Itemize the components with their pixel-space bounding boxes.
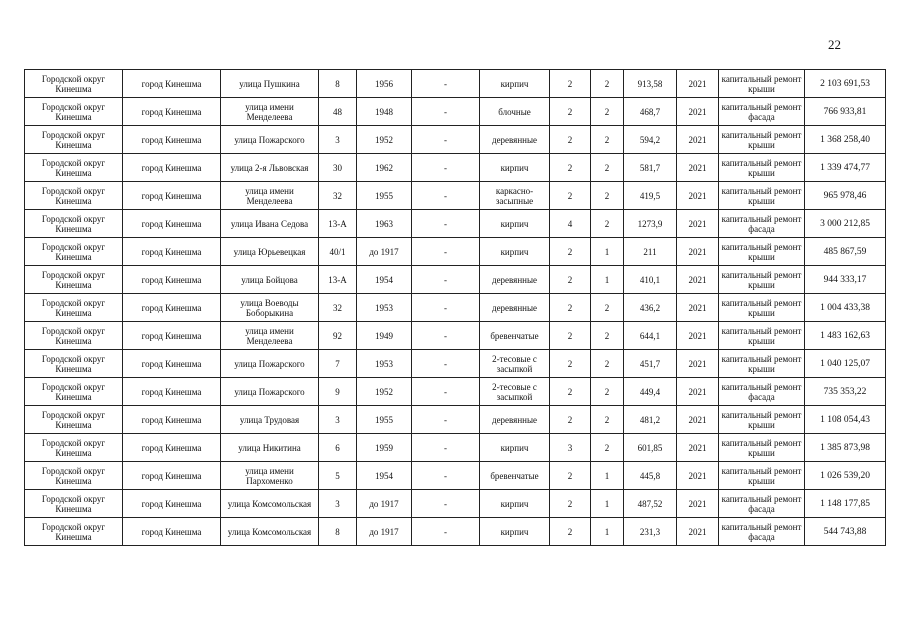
floors-cell: 2 <box>550 406 591 434</box>
extra-year-cell: - <box>412 182 480 210</box>
cost-cell: 1 108 054,43 <box>805 406 886 434</box>
floors-cell: 4 <box>550 210 591 238</box>
build-year-cell: 1952 <box>357 126 412 154</box>
cost-cell: 766 933,81 <box>805 98 886 126</box>
work-type-cell: капитальный ремонт крыши <box>719 322 805 350</box>
work-type-cell: капитальный ремонт крыши <box>719 182 805 210</box>
municipality-cell: Городской округ Кинешма <box>25 490 123 518</box>
repair-year-cell: 2021 <box>677 490 719 518</box>
settlement-cell: город Кинешма <box>123 350 221 378</box>
build-year-cell: 1955 <box>357 182 412 210</box>
cost-cell: 944 333,17 <box>805 266 886 294</box>
work-type-cell: капитальный ремонт фасада <box>719 490 805 518</box>
wall-material-cell: кирпич <box>480 70 550 98</box>
cost-cell: 485 867,59 <box>805 238 886 266</box>
page-number: 22 <box>828 37 841 52</box>
build-year-cell: 1949 <box>357 322 412 350</box>
cost-cell: 1 385 873,98 <box>805 434 886 462</box>
entrances-cell: 1 <box>591 518 624 546</box>
floors-cell: 2 <box>550 350 591 378</box>
area-cell: 644,1 <box>624 322 677 350</box>
area-cell: 436,2 <box>624 294 677 322</box>
area-cell: 410,1 <box>624 266 677 294</box>
work-type-cell: капитальный ремонт фасада <box>719 98 805 126</box>
street-cell: улица Юрьевецкая <box>221 238 319 266</box>
settlement-cell: город Кинешма <box>123 238 221 266</box>
house-number-cell: 5 <box>319 462 357 490</box>
cost-cell: 1 040 125,07 <box>805 350 886 378</box>
build-year-cell: 1959 <box>357 434 412 462</box>
cost-cell: 735 353,22 <box>805 378 886 406</box>
extra-year-cell: - <box>412 462 480 490</box>
build-year-cell: до 1917 <box>357 518 412 546</box>
cost-cell: 965 978,46 <box>805 182 886 210</box>
wall-material-cell: деревянные <box>480 266 550 294</box>
repair-year-cell: 2021 <box>677 406 719 434</box>
build-year-cell: до 1917 <box>357 490 412 518</box>
build-year-cell: 1963 <box>357 210 412 238</box>
floors-cell: 2 <box>550 266 591 294</box>
entrances-cell: 2 <box>591 182 624 210</box>
house-number-cell: 9 <box>319 378 357 406</box>
table-row <box>25 98 886 126</box>
table-row <box>25 70 886 98</box>
settlement-cell: город Кинешма <box>123 210 221 238</box>
work-type-cell: капитальный ремонт крыши <box>719 266 805 294</box>
extra-year-cell: - <box>412 322 480 350</box>
house-number-cell: 7 <box>319 350 357 378</box>
area-cell: 601,85 <box>624 434 677 462</box>
settlement-cell: город Кинешма <box>123 98 221 126</box>
entrances-cell: 1 <box>591 266 624 294</box>
cost-cell: 1 026 539,20 <box>805 462 886 490</box>
street-cell: улица имени Пархоменко <box>221 462 319 490</box>
entrances-cell: 2 <box>591 434 624 462</box>
table-row <box>25 434 886 462</box>
settlement-cell: город Кинешма <box>123 266 221 294</box>
wall-material-cell: бревенчатые <box>480 462 550 490</box>
build-year-cell: 1956 <box>357 70 412 98</box>
municipality-cell: Городской округ Кинешма <box>25 98 123 126</box>
extra-year-cell: - <box>412 154 480 182</box>
street-cell: улица Ивана Седова <box>221 210 319 238</box>
entrances-cell: 2 <box>591 126 624 154</box>
extra-year-cell: - <box>412 406 480 434</box>
area-cell: 594,2 <box>624 126 677 154</box>
cost-cell: 1 368 258,40 <box>805 126 886 154</box>
repair-year-cell: 2021 <box>677 322 719 350</box>
settlement-cell: город Кинешма <box>123 182 221 210</box>
build-year-cell: до 1917 <box>357 238 412 266</box>
floors-cell: 2 <box>550 182 591 210</box>
table-row <box>25 238 886 266</box>
municipality-cell: Городской округ Кинешма <box>25 350 123 378</box>
cost-cell: 1 483 162,63 <box>805 322 886 350</box>
cost-cell: 1 339 474,77 <box>805 154 886 182</box>
municipality-cell: Городской округ Кинешма <box>25 462 123 490</box>
entrances-cell: 2 <box>591 350 624 378</box>
municipality-cell: Городской округ Кинешма <box>25 210 123 238</box>
work-type-cell: капитальный ремонт крыши <box>719 294 805 322</box>
build-year-cell: 1962 <box>357 154 412 182</box>
wall-material-cell: каркасно-засыпные <box>480 182 550 210</box>
house-number-cell: 3 <box>319 126 357 154</box>
floors-cell: 2 <box>550 70 591 98</box>
wall-material-cell: кирпич <box>480 210 550 238</box>
cost-cell: 544 743,88 <box>805 518 886 546</box>
street-cell: улица 2-я Львовская <box>221 154 319 182</box>
work-type-cell: капитальный ремонт крыши <box>719 350 805 378</box>
street-cell: улица Комсомольская <box>221 518 319 546</box>
street-cell: улица Никитина <box>221 434 319 462</box>
build-year-cell: 1952 <box>357 378 412 406</box>
extra-year-cell: - <box>412 518 480 546</box>
wall-material-cell: 2-тесовые с засыпкой <box>480 378 550 406</box>
municipality-cell: Городской округ Кинешма <box>25 322 123 350</box>
floors-cell: 2 <box>550 518 591 546</box>
table-row <box>25 378 886 406</box>
work-type-cell: капитальный ремонт фасада <box>719 210 805 238</box>
repair-year-cell: 2021 <box>677 70 719 98</box>
house-number-cell: 92 <box>319 322 357 350</box>
extra-year-cell: - <box>412 238 480 266</box>
entrances-cell: 1 <box>591 462 624 490</box>
settlement-cell: город Кинешма <box>123 126 221 154</box>
build-year-cell: 1948 <box>357 98 412 126</box>
street-cell: улица Бойцова <box>221 266 319 294</box>
house-number-cell: 32 <box>319 182 357 210</box>
repair-year-cell: 2021 <box>677 434 719 462</box>
area-cell: 913,58 <box>624 70 677 98</box>
house-number-cell: 13-А <box>319 266 357 294</box>
work-type-cell: капитальный ремонт крыши <box>719 406 805 434</box>
floors-cell: 2 <box>550 98 591 126</box>
settlement-cell: город Кинешма <box>123 518 221 546</box>
house-number-cell: 13-А <box>319 210 357 238</box>
street-cell: улица Пожарского <box>221 126 319 154</box>
repair-year-cell: 2021 <box>677 126 719 154</box>
street-cell: улица Пожарского <box>221 350 319 378</box>
table-row <box>25 490 886 518</box>
house-number-cell: 30 <box>319 154 357 182</box>
building-registry-table <box>24 69 886 546</box>
street-cell: улица Трудовая <box>221 406 319 434</box>
build-year-cell: 1953 <box>357 294 412 322</box>
table-row <box>25 182 886 210</box>
house-number-cell: 6 <box>319 434 357 462</box>
municipality-cell: Городской округ Кинешма <box>25 238 123 266</box>
wall-material-cell: кирпич <box>480 434 550 462</box>
extra-year-cell: - <box>412 266 480 294</box>
settlement-cell: город Кинешма <box>123 294 221 322</box>
repair-year-cell: 2021 <box>677 518 719 546</box>
house-number-cell: 40/1 <box>319 238 357 266</box>
cost-cell: 1 148 177,85 <box>805 490 886 518</box>
area-cell: 1273,9 <box>624 210 677 238</box>
repair-year-cell: 2021 <box>677 266 719 294</box>
street-cell: улица Воеводы Боборыкина <box>221 294 319 322</box>
area-cell: 581,7 <box>624 154 677 182</box>
area-cell: 449,4 <box>624 378 677 406</box>
wall-material-cell: бревенчатые <box>480 322 550 350</box>
repair-year-cell: 2021 <box>677 294 719 322</box>
settlement-cell: город Кинешма <box>123 378 221 406</box>
wall-material-cell: 2-тесовые с засыпкой <box>480 350 550 378</box>
build-year-cell: 1954 <box>357 266 412 294</box>
area-cell: 468,7 <box>624 98 677 126</box>
floors-cell: 2 <box>550 238 591 266</box>
build-year-cell: 1953 <box>357 350 412 378</box>
entrances-cell: 2 <box>591 210 624 238</box>
table-row <box>25 518 886 546</box>
municipality-cell: Городской округ Кинешма <box>25 518 123 546</box>
municipality-cell: Городской округ Кинешма <box>25 154 123 182</box>
wall-material-cell: кирпич <box>480 238 550 266</box>
settlement-cell: город Кинешма <box>123 490 221 518</box>
house-number-cell: 3 <box>319 406 357 434</box>
work-type-cell: капитальный ремонт крыши <box>719 462 805 490</box>
work-type-cell: капитальный ремонт фасада <box>719 518 805 546</box>
repair-year-cell: 2021 <box>677 462 719 490</box>
municipality-cell: Городской округ Кинешма <box>25 182 123 210</box>
table-row <box>25 322 886 350</box>
entrances-cell: 1 <box>591 490 624 518</box>
cost-cell: 2 103 691,53 <box>805 70 886 98</box>
street-cell: улица имени Менделеева <box>221 182 319 210</box>
area-cell: 211 <box>624 238 677 266</box>
floors-cell: 2 <box>550 294 591 322</box>
extra-year-cell: - <box>412 490 480 518</box>
entrances-cell: 2 <box>591 70 624 98</box>
extra-year-cell: - <box>412 378 480 406</box>
settlement-cell: город Кинешма <box>123 70 221 98</box>
repair-year-cell: 2021 <box>677 210 719 238</box>
wall-material-cell: блочные <box>480 98 550 126</box>
repair-year-cell: 2021 <box>677 154 719 182</box>
street-cell: улица имени Менделеева <box>221 322 319 350</box>
table-row <box>25 406 886 434</box>
entrances-cell: 2 <box>591 98 624 126</box>
work-type-cell: капитальный ремонт крыши <box>719 70 805 98</box>
municipality-cell: Городской округ Кинешма <box>25 70 123 98</box>
table-row <box>25 126 886 154</box>
area-cell: 445,8 <box>624 462 677 490</box>
floors-cell: 3 <box>550 434 591 462</box>
table-row <box>25 462 886 490</box>
area-cell: 451,7 <box>624 350 677 378</box>
extra-year-cell: - <box>412 294 480 322</box>
settlement-cell: город Кинешма <box>123 154 221 182</box>
municipality-cell: Городской округ Кинешма <box>25 294 123 322</box>
table-row <box>25 266 886 294</box>
extra-year-cell: - <box>412 70 480 98</box>
work-type-cell: капитальный ремонт крыши <box>719 238 805 266</box>
table-row <box>25 210 886 238</box>
street-cell: улица Пушкина <box>221 70 319 98</box>
wall-material-cell: деревянные <box>480 126 550 154</box>
cost-cell: 3 000 212,85 <box>805 210 886 238</box>
floors-cell: 2 <box>550 462 591 490</box>
table-body <box>25 70 886 546</box>
cost-cell: 1 004 433,38 <box>805 294 886 322</box>
work-type-cell: капитальный ремонт фасада <box>719 378 805 406</box>
repair-year-cell: 2021 <box>677 98 719 126</box>
wall-material-cell: деревянные <box>480 294 550 322</box>
house-number-cell: 8 <box>319 70 357 98</box>
settlement-cell: город Кинешма <box>123 322 221 350</box>
street-cell: улица Комсомольская <box>221 490 319 518</box>
build-year-cell: 1955 <box>357 406 412 434</box>
repair-year-cell: 2021 <box>677 238 719 266</box>
work-type-cell: капитальный ремонт крыши <box>719 434 805 462</box>
municipality-cell: Городской округ Кинешма <box>25 266 123 294</box>
area-cell: 481,2 <box>624 406 677 434</box>
entrances-cell: 2 <box>591 406 624 434</box>
repair-year-cell: 2021 <box>677 350 719 378</box>
house-number-cell: 48 <box>319 98 357 126</box>
settlement-cell: город Кинешма <box>123 434 221 462</box>
settlement-cell: город Кинешма <box>123 406 221 434</box>
entrances-cell: 2 <box>591 322 624 350</box>
repair-year-cell: 2021 <box>677 182 719 210</box>
wall-material-cell: кирпич <box>480 518 550 546</box>
area-cell: 419,5 <box>624 182 677 210</box>
extra-year-cell: - <box>412 126 480 154</box>
entrances-cell: 1 <box>591 238 624 266</box>
house-number-cell: 8 <box>319 518 357 546</box>
area-cell: 487,52 <box>624 490 677 518</box>
entrances-cell: 2 <box>591 154 624 182</box>
house-number-cell: 32 <box>319 294 357 322</box>
entrances-cell: 2 <box>591 294 624 322</box>
municipality-cell: Городской округ Кинешма <box>25 406 123 434</box>
floors-cell: 2 <box>550 154 591 182</box>
floors-cell: 2 <box>550 322 591 350</box>
work-type-cell: капитальный ремонт крыши <box>719 126 805 154</box>
table-row <box>25 294 886 322</box>
entrances-cell: 2 <box>591 378 624 406</box>
repair-year-cell: 2021 <box>677 378 719 406</box>
municipality-cell: Городской округ Кинешма <box>25 378 123 406</box>
extra-year-cell: - <box>412 98 480 126</box>
municipality-cell: Городской округ Кинешма <box>25 434 123 462</box>
settlement-cell: город Кинешма <box>123 462 221 490</box>
street-cell: улица имени Менделеева <box>221 98 319 126</box>
wall-material-cell: кирпич <box>480 154 550 182</box>
build-year-cell: 1954 <box>357 462 412 490</box>
area-cell: 231,3 <box>624 518 677 546</box>
extra-year-cell: - <box>412 210 480 238</box>
table-row <box>25 350 886 378</box>
wall-material-cell: деревянные <box>480 406 550 434</box>
house-number-cell: 3 <box>319 490 357 518</box>
table-row <box>25 154 886 182</box>
municipality-cell: Городской округ Кинешма <box>25 126 123 154</box>
extra-year-cell: - <box>412 434 480 462</box>
street-cell: улица Пожарского <box>221 378 319 406</box>
wall-material-cell: кирпич <box>480 490 550 518</box>
floors-cell: 2 <box>550 126 591 154</box>
work-type-cell: капитальный ремонт крыши <box>719 154 805 182</box>
extra-year-cell: - <box>412 350 480 378</box>
floors-cell: 2 <box>550 490 591 518</box>
floors-cell: 2 <box>550 378 591 406</box>
